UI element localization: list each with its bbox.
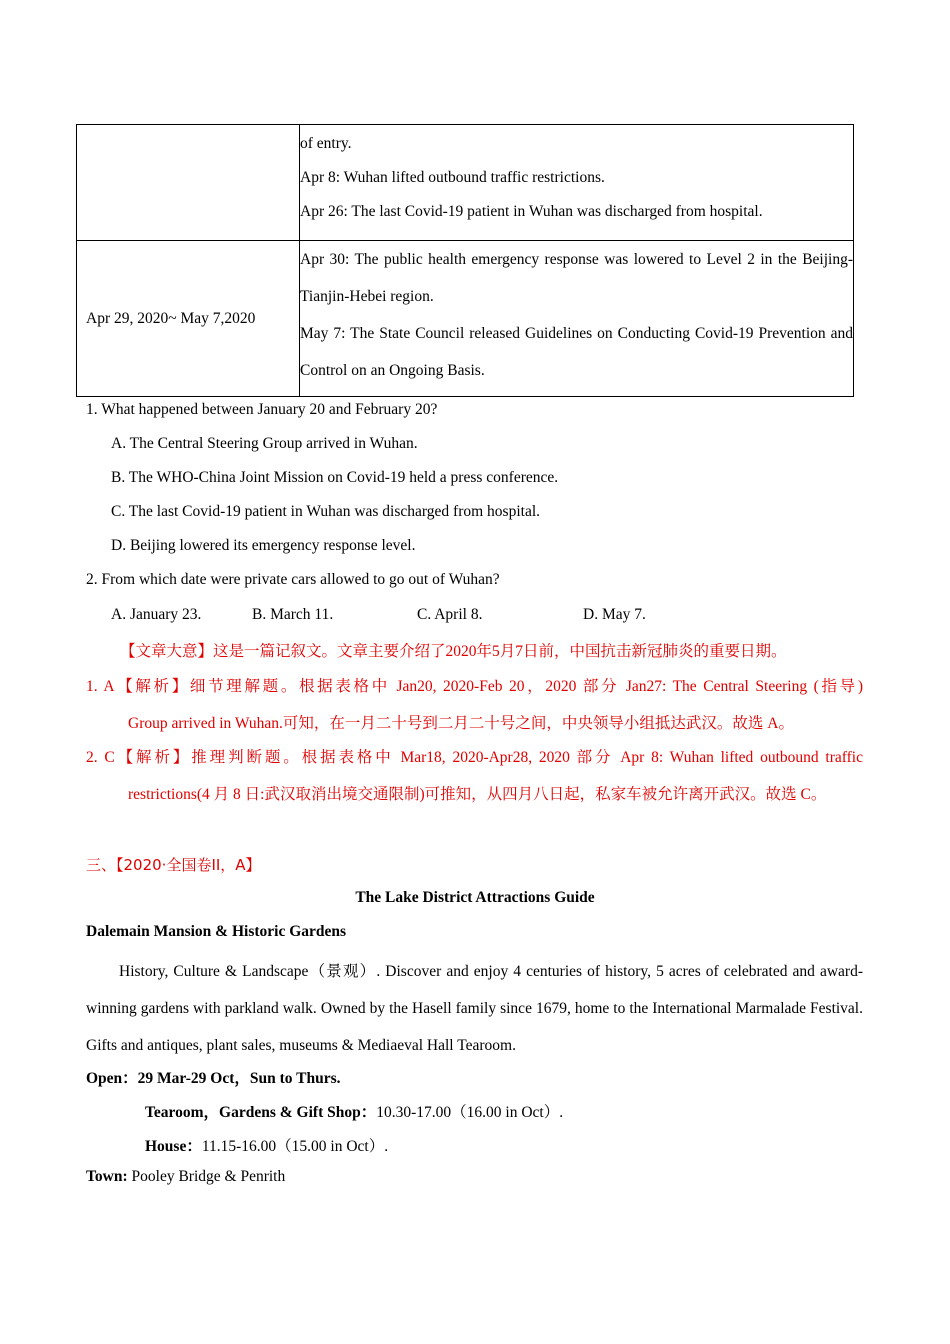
option-c: C. The last Covid-19 patient in Wuhan was discharged from hospital. bbox=[111, 503, 541, 520]
event-text: Apr 30: The public health emergency response was lowered to Level 2 in the Beijing-Tianjin-Hebei region. bbox=[300, 251, 853, 305]
house-hours bbox=[145, 1134, 388, 1156]
tearoom-hours bbox=[145, 1100, 563, 1122]
table-row bbox=[77, 241, 854, 397]
option-b: B. March 11. bbox=[252, 606, 334, 623]
date-cell: Apr 29, 2020~ May 7,2020 bbox=[77, 241, 300, 397]
house-value: 11.15-16.00（15.00 in Oct）. bbox=[201, 1138, 389, 1155]
event-text: Apr 26: The last Covid-19 patient in Wuhan was discharged from hospital. bbox=[300, 203, 763, 220]
passage-title: The Lake District Attractions Guide bbox=[355, 889, 595, 906]
timeline-table bbox=[76, 124, 854, 397]
event-text: May 7: The State Council released Guidelines on Conducting Covid-19 Prevention and Control on an Ongoing Basis. bbox=[300, 325, 853, 379]
section-heading: 三、【2020·全国卷II，A】 bbox=[86, 856, 261, 874]
event-text: of entry. bbox=[300, 135, 352, 152]
option-a: A. January 23. bbox=[111, 606, 202, 623]
table-row bbox=[77, 125, 854, 241]
answer-1-line1: 1. A【解析】细节理解题。根据表格中 Jan20, 2020-Feb 20，2020 部分 Jan27: The Central Steering (指导) bbox=[86, 678, 863, 695]
answer-2-line1: 2. C【解析】推理判断题。根据表格中 Mar18, 2020-Apr28, 2020 部分 Apr 8: Wuhan lifted outbound traffic bbox=[86, 749, 863, 766]
question-stem: 1. What happened between January 20 and February 20? bbox=[86, 401, 438, 418]
attraction-description: History, Culture & Landscape（景观）. Discover and enjoy 4 centuries of history, 5 acres of celebrated and award-winning gardens with parkland walk. Owned by the Hasell family since 1679, home to the International Marmalade Festival. Gifts and antiques, plant sales, museums & Mediaeval Hall Tearoom. bbox=[86, 963, 863, 1054]
opening-times: Open：29 Mar-29 Oct，Sun to Thurs. bbox=[86, 1070, 341, 1087]
article-summary: 【文章大意】这是一篇记叙文。文章主要介绍了2020年5月7日前，中国抗击新冠肺炎的重要日期。 bbox=[120, 643, 787, 660]
events-cell bbox=[300, 125, 854, 241]
attraction-name: Dalemain Mansion & Historic Gardens bbox=[86, 923, 347, 940]
event-text: Apr 8: Wuhan lifted outbound traffic restrictions. bbox=[300, 169, 605, 186]
town-label: Town: bbox=[86, 1168, 128, 1185]
question-stem: 2. From which date were private cars allowed to go out of Wuhan? bbox=[86, 571, 500, 588]
option-c: C. April 8. bbox=[417, 606, 483, 623]
answer-2-rest: restrictions(4 月 8 日:武汉取消出境交通限制)可推知，从四月八日起，私家车被允许离开武汉。故选 C。 bbox=[128, 786, 827, 803]
date-cell bbox=[77, 125, 300, 241]
house-label: House： bbox=[145, 1138, 202, 1155]
option-d: D. Beijing lowered its emergency response level. bbox=[111, 537, 416, 554]
option-b: B. The WHO-China Joint Mission on Covid-19 held a press conference. bbox=[111, 469, 559, 486]
tearoom-value: 10.30-17.00（16.00 in Oct）. bbox=[376, 1104, 564, 1121]
town bbox=[86, 1168, 285, 1186]
option-d: D. May 7. bbox=[583, 606, 646, 623]
town-value: Pooley Bridge & Penrith bbox=[127, 1168, 286, 1185]
tearoom-label: Tearoom，Gardens & Gift Shop： bbox=[145, 1104, 377, 1121]
option-a: A. The Central Steering Group arrived in Wuhan. bbox=[111, 435, 418, 452]
answer-1-line2: Group arrived in Wuhan.可知，在一月二十号到二月二十号之间，中央领导小组抵达武汉。故选 A。 bbox=[128, 715, 794, 732]
events-cell bbox=[300, 241, 854, 397]
